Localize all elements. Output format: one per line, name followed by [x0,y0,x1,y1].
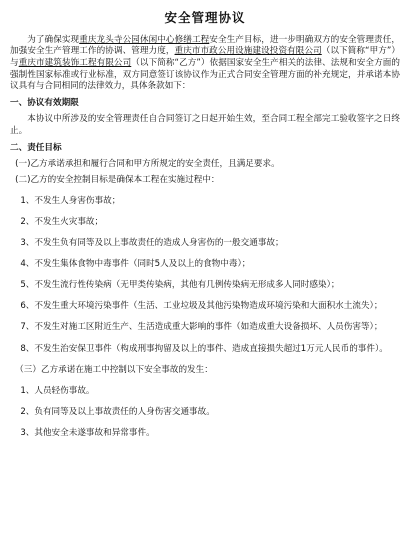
section-1-heading: 一、协议有效期限 [10,97,79,108]
list-item: 4、不发生集体食物中毒事件（同时5人及以上的食物中毒）； [20,259,251,270]
section-2-sub-1: (一)乙方承诺承担和履行合同和甲方所规定的安全责任，且满足要求。 [15,159,280,170]
list-item: 5、不发生流行性传染病（无甲类传染病，其他有几例传染病无形成多人同时感染）； [20,280,340,291]
section-1-text: 本协议中所涉及的安全管理责任自合同签订之日起开始生效，至合同工程全部完工验收签字之日终止。 [10,114,400,137]
intro-paragraph [10,35,400,93]
section-2-sub-3: （三）乙方承诺在施工中控制以下安全事故的发生： [15,364,213,375]
party-a-name: 重庆市市政公用设施建设投资有限公司 [174,46,322,57]
document-title: 安全管理协议 [164,10,246,25]
list-item: 2、负有同等及以上事故责任的人身伤害交通事故。 [20,406,215,417]
party-b-name: 重庆市建筑装饰工程有限公司 [18,58,132,69]
intro-text-d: （以下简称“乙方”）依据国家安全生产相关的法律、法规和安全方面的强制性国家标准或行业标准，双方同意签订该协议作为正式合同安全管理方面的补充规定，并承诺本协议具有与合同相同的法律效力，具体条款如下： [10,58,400,92]
list-item: 1、人员轻伤事故。 [20,385,95,396]
list-item: 3、不发生负有同等及以上事故责任的造成人身害伤的一般交通事故； [20,238,284,249]
list-item: 6、不发生重大环境污染事件（生活、工业垃圾及其他污染物造成环境污染和大面积水土流失）； [20,301,383,312]
intro-text-a: 为了确保实现 [27,34,80,45]
section-2-heading: 二、责任目标 [10,142,62,153]
list-item: 1、不发生人身害伤事故； [20,195,121,206]
list-item: 3、其他安全未遂事故和异常事件。 [20,427,155,438]
list-item: 7、不发生对施工区附近生产、生活造成重大影响的事件（如造成重大设备损坏、人员伤害等）； [20,322,383,333]
intro-text-b: 安全生产目标，进一步明确双方的安全管理责任，加强安全生产管理工作的协调、管理力度， [10,34,400,57]
section-2-sub-2: (二)乙方的安全控制目标是确保本工程在实施过程中： [15,174,220,185]
intro-text-c: （以下简称“甲方”）与 [10,46,400,69]
list-item: 8、不发生治安保卫事件（构成刑事拘留及以上的事件、造成直接损失超过1万元人民币的事件）。 [20,343,388,354]
list-item: 2、不发生火灾事故； [20,217,104,227]
project-name: 重庆龙头寺公园休闲中心修缮工程 [79,34,210,45]
